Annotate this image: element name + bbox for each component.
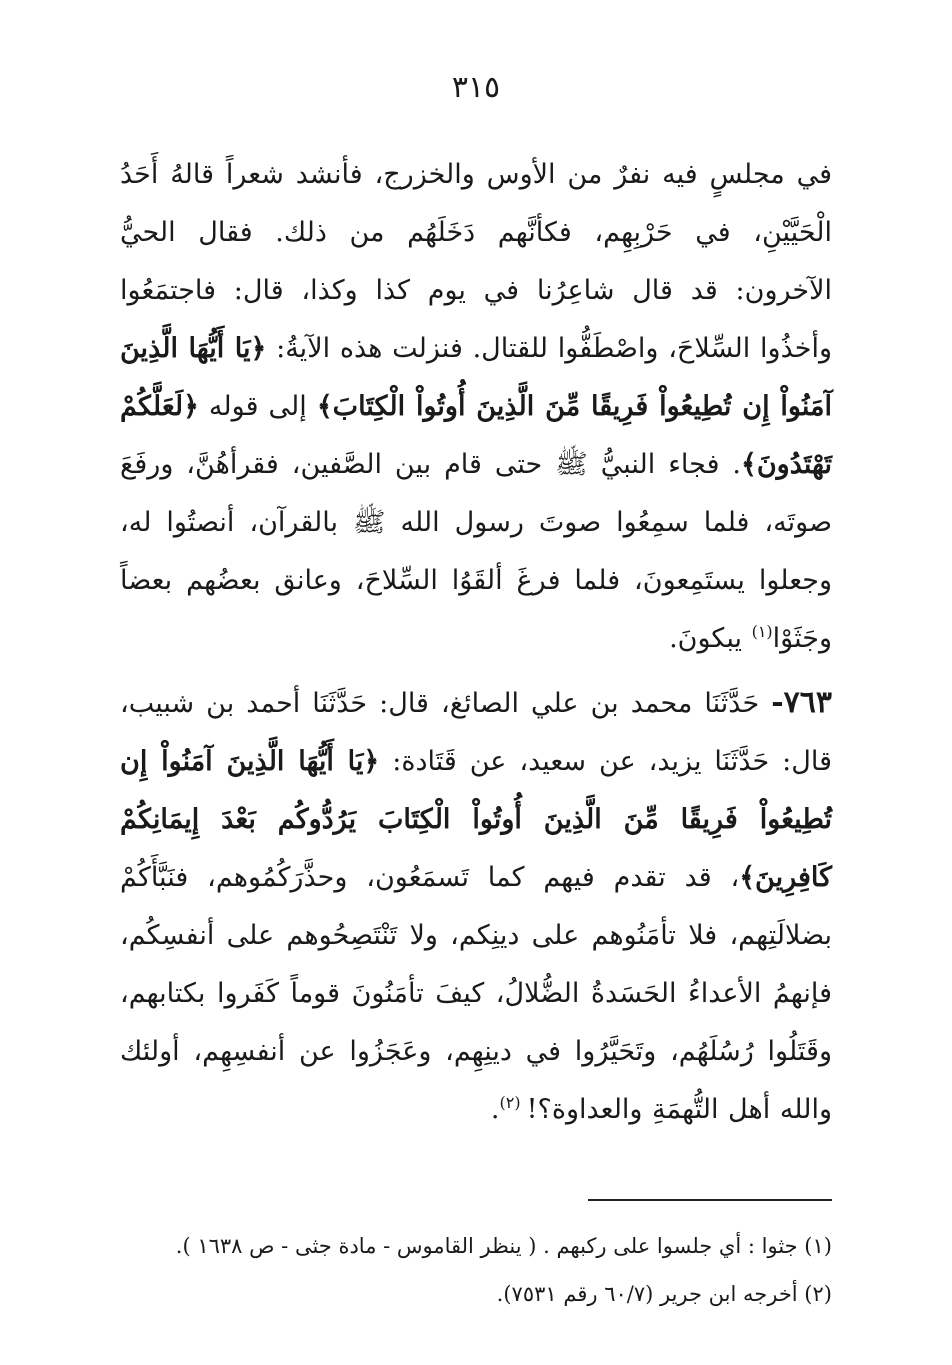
quran-verse: ﴿يَا أَيُّهَا الَّذِينَ آمَنُواْ إِن تُطِيعُواْ فَرِيقًا مِّنَ الَّذِينَ أُوتُواْ الْكِتَابَ﴾ [120,333,832,422]
text-segment: حَدَّثَنَا محمد بن علي الصائغ، قال: حَدَّثَنَا أحمد بن شبيب، قال: حَدَّثَنَا يزيد، عن سعيد، عن قَتَادة: [120,688,832,777]
paragraph-2 [120,674,832,1139]
text-segment: إلى قوله [198,391,317,422]
footnote-divider [588,1199,832,1201]
text-segment: يبكونَ. [669,623,752,654]
footnote-1: (١) جثوا : أي جلسوا على ركبهم . ( ينظر القاموس - مادة جثى - ص ١٦٣٨ ). [175,1234,832,1258]
quran-verse: ﴿يَا أَيُّهَا الَّذِينَ آمَنُواْ إِن تُطِيعُواْ فَرِيقًا مِّنَ الَّذِينَ أُوتُواْ الْكِتَابَ يَرُدُّوكُم بَعْدَ إِيمَانِكُمْ كَافِرِينَ﴾ [120,746,832,893]
quran-verse: ﴿لَعَلَّكُمْ تَهْتَدُونَ﴾ [120,391,832,480]
text-segment: . فجاء النبيُّ ﷺ حتى قام بين الصَّفين، فقرأهُنَّ، ورفَعَ صوتَه، فلما سمِعُوا صوتَ رسول الله ﷺ بالقرآن، أنصتُوا له، وجعلوا يستَمِعونَ، فلما فرغَ ألقَوُا السِّلاحَ، وعانق بعضُهم بعضاً وجَثَوْا [120,449,832,654]
text-segment: ، قد تقدم فيهم كما تَسمَعُون، وحذَّرَكُمُوهم، فنَبَّأَكُمْ بضلالَتِهم، فلا تأمَنُوهم على دينِكم، ولا تَنْتَصِحُوهم على أنفسِكُم، فإنهمُ الأعداءُ الحَسَدةُ الضُّلالُ، كيفَ تأمَنُونَ قوماً كَفَروا بكتابهم، وقَتَلُوا رُسُلَهُم، وتَحَيَّرُوا في دينِهِم، وعَجَزُوا عن أنفسِهِم، أولئك والله أهل التُّهمَةِ والعداوة؟! [120,862,832,1125]
text-segment: . [490,1094,500,1125]
page-number: ٣١٥ [451,70,501,105]
footnote-2: (٢) أخرجه ابن جرير (٦٠/٧ رقم ٧٥٣١). [496,1282,832,1306]
text-segment: في مجلسٍ فيه نفرٌ من الأوس والخزرج، فأنشد شعراً قالهُ أَحَدُ الْحَيَّيْنِ، في حَرْبِهِم، فكأنَّهم دَخَلَهُم من ذلك. فقال الحيُّ الآخرون: قد قال شاعِرُنا في يوم كذا وكذا، قال: فاجتمَعُوا وأخذُوا السِّلاحَ، واصْطَفُّوا للقتال. فنزلت هذه الآيةُ: [120,159,832,364]
footnotes [160,1222,832,1318]
main-text [120,146,832,1139]
footnote-reference: (١) [751,622,773,641]
footnote-reference: (٢) [499,1093,527,1112]
hadith-number: ٧٦٣- [771,685,832,720]
paragraph-1 [120,146,832,668]
